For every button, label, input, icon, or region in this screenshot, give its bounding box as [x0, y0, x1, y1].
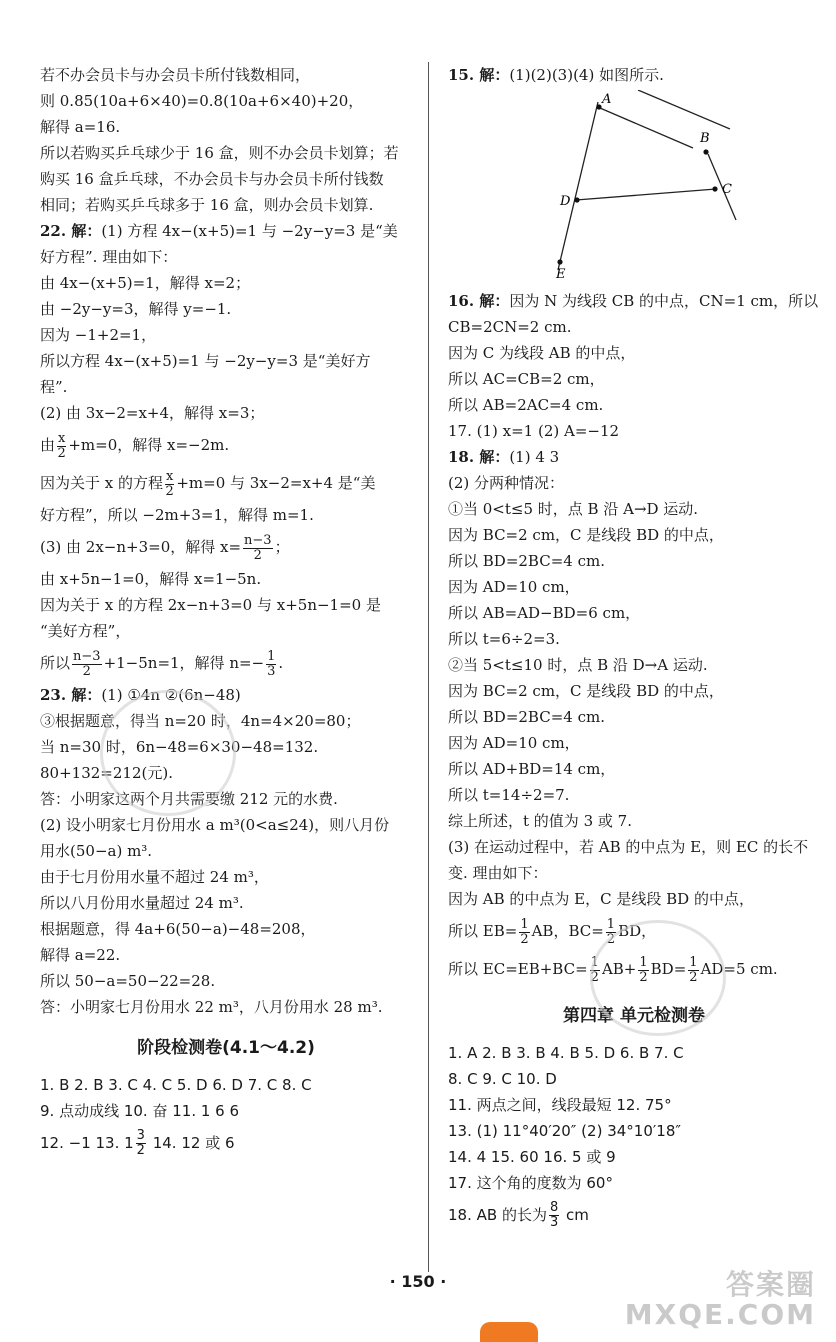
text-line: (2) 分两种情况： [448, 474, 565, 492]
numerator: 1 [520, 916, 529, 932]
segment-dc [576, 189, 716, 200]
watermark-text: MXQE.COM [624, 1298, 816, 1331]
text-line: (2) 由 3x−2=x+4，解得 x=3； [40, 404, 265, 422]
denominator: 2 [82, 663, 91, 679]
fraction [165, 470, 174, 499]
text-span: 所以 [40, 654, 71, 672]
answer-line: 13. (1) 11°40′20″ (2) 34°10′18″ [448, 1122, 681, 1140]
problem-18-line [448, 444, 820, 470]
text-line: 答：小明家七月份用水 22 m³，八月份用水 28 m³. [40, 998, 383, 1016]
text-line: 由于七月份用水量不超过 24 m³， [40, 868, 269, 886]
text-line: 变. 理由如下： [448, 864, 548, 882]
fraction [266, 650, 276, 679]
answer-line: 1. A 2. B 3. B 4. B 5. D 6. B 7. C [448, 1044, 684, 1062]
text-line: 购买 16 盒乒乓球，不办会员卡与办会员卡所付钱数 [40, 170, 384, 188]
numerator: x [58, 430, 66, 446]
text-line: 所以 t=14÷2=7. [448, 786, 570, 804]
numerator: x [166, 468, 174, 484]
text-span: BD= [650, 960, 687, 978]
denominator: 3 [267, 663, 276, 679]
numerator: 3 [136, 1128, 145, 1143]
geometry-diagram [488, 90, 788, 280]
text-line: 所以八月份用水量超过 24 m³. [40, 894, 244, 912]
text-line: 所以若购买乒乓球少于 16 盒，则不办会员卡划算；若 [40, 144, 399, 162]
text-span: +1−5n=1，解得 n=− [103, 654, 265, 672]
problem-number: 18. 解： [448, 448, 510, 466]
text-span: 14. 12 或 6 [147, 1134, 235, 1152]
text-line: ②当 5<t≤10 时，点 B 沿 D→A 运动. [448, 656, 708, 674]
text-span: 18. AB 的长为 [448, 1206, 547, 1224]
problem-15-line [448, 62, 820, 88]
numerator: 1 [590, 954, 599, 970]
text-line: 80+132=212(元). [40, 764, 173, 782]
numerator: 1 [639, 954, 648, 970]
text-line: 用水(50−a) m³. [40, 842, 153, 860]
answer-line: 11. 两点之间，线段最短 12. 75° [448, 1096, 672, 1114]
ray-ab-extension [638, 90, 730, 129]
watermark-stamp [100, 690, 236, 816]
text-span: (1) ①4n ②(6n−48) [101, 686, 241, 704]
ray-ab [600, 108, 693, 148]
text-line: 所以 AB=2AC=4 cm. [448, 396, 604, 414]
point-a [596, 104, 601, 109]
label-d: D [560, 194, 571, 209]
text-line: 所以 AD+BD=14 cm， [448, 760, 616, 778]
denominator: 2 [57, 445, 66, 461]
point-e [557, 259, 562, 264]
fraction-line [40, 644, 412, 682]
text-line: 解得 a=22. [40, 946, 121, 964]
label-b: B [700, 131, 710, 146]
text-span: ； [274, 538, 290, 556]
text-span: AB，BC= [531, 922, 604, 940]
text-line: CB=2CN=2 cm. [448, 318, 572, 336]
text-line: 根据题意，得 4a+6(50−a)−48=208， [40, 920, 316, 938]
problem-23-line [40, 682, 412, 708]
denominator: 2 [689, 969, 698, 985]
column-divider [428, 62, 429, 1272]
text-line: (2) 设小明家七月份用水 a m³(0<a≤24)，则八月份 [40, 816, 390, 834]
text-span: 所以 EC=EB+BC= [448, 960, 588, 978]
fraction [57, 432, 66, 461]
numerator: n−3 [244, 532, 272, 548]
text-line: (3) 在运动过程中，若 AB 的中点为 E，则 EC 的长不 [448, 838, 809, 856]
text-line: 由 x+5n−1=0，解得 x=1−5n. [40, 570, 262, 588]
text-span: AD=5 cm. [700, 960, 778, 978]
section-title: 第四章 单元检测卷 [563, 1006, 705, 1026]
text-span: 因为 N 为线段 CB 的中点，CN=1 cm，所以 [509, 292, 819, 310]
answer-line: 1. B 2. B 3. C 4. C 5. D 6. D 7. C 8. C [40, 1076, 312, 1094]
fraction-line [40, 464, 412, 502]
text-span: +m=0，解得 x=−2m. [68, 436, 230, 454]
line-ae [558, 102, 598, 270]
text-line: 答：小明家这两个月共需要缴 212 元的水费. [40, 790, 338, 808]
problem-16-line [448, 288, 820, 314]
fraction-line [40, 426, 412, 464]
site-watermark [625, 1270, 816, 1330]
problem-22-line [40, 218, 412, 244]
text-line: 由 −2y−y=3，解得 y=−1. [40, 300, 232, 318]
answer-line: 14. 4 15. 60 16. 5 或 9 [448, 1148, 616, 1166]
answer-line [448, 1196, 820, 1234]
text-span: (1)(2)(3)(4) 如图所示. [509, 66, 664, 84]
text-span: 因为关于 x 的方程 [40, 474, 163, 492]
answer-line: 8. C 9. C 10. D [448, 1070, 557, 1088]
point-d [574, 197, 579, 202]
problem-number: 22. 解： [40, 222, 102, 240]
text-line: 17. (1) x=1 (2) A=−12 [448, 422, 620, 440]
text-span: BD， [618, 922, 657, 940]
text-span: cm [561, 1206, 589, 1224]
fraction [549, 1201, 559, 1230]
denominator: 2 [253, 547, 262, 563]
denominator: 3 [549, 1215, 559, 1230]
text-line: 程”. [40, 378, 68, 396]
text-line: 所以 t=6÷2=3. [448, 630, 560, 648]
fraction [519, 918, 529, 947]
text-line: 则 0.85(10a+6×40)=0.8(10a+6×40)+20， [40, 92, 364, 110]
text-span: . [278, 654, 284, 672]
fraction-line [40, 528, 412, 566]
denominator: 2 [520, 931, 529, 947]
fraction [243, 534, 273, 563]
text-line: 因为 C 为线段 AB 的中点， [448, 344, 636, 362]
text-line: 因为 AD=10 cm， [448, 734, 580, 752]
text-line: 当 n=30 时，6n−48=6×30−48=132. [40, 738, 319, 756]
denominator: 2 [639, 969, 648, 985]
answer-line: 9. 点动成线 10. 奋 11. 1 6 6 [40, 1102, 240, 1120]
text-line: 因为 BC=2 cm，C 是线段 BD 的中点， [448, 526, 724, 544]
answer-line [40, 1124, 412, 1162]
label-c: C [722, 182, 732, 197]
text-line: ①当 0<t≤5 时，点 B 沿 A→D 运动. [448, 500, 699, 518]
text-span: (3) 由 2x−n+3=0，解得 x= [40, 538, 242, 556]
text-line: 若不办会员卡与办会员卡所付钱数相同， [40, 66, 311, 84]
text-line: 好方程”. 理由如下： [40, 248, 178, 266]
text-span: (1) 4 3 [509, 448, 560, 466]
section-title: 阶段检测卷(4.1～4.2) [137, 1038, 315, 1058]
text-line: “美好方程”， [40, 622, 131, 640]
problem-number: 16. 解： [448, 292, 510, 310]
page-number: · 150 · [389, 1272, 447, 1291]
text-line: 所以 AB=AD−BD=6 cm， [448, 604, 641, 622]
text-line: 所以 BD=2BC=4 cm. [448, 708, 605, 726]
numerator: 1 [606, 916, 616, 932]
numerator: 1 [267, 648, 276, 664]
answer-line: 17. 这个角的度数为 60° [448, 1174, 613, 1192]
point-b [703, 149, 708, 154]
text-line: 因为 −1+2=1， [40, 326, 157, 344]
text-span: 由 [40, 436, 56, 454]
text-line: 解得 a=16. [40, 118, 121, 136]
text-line: 所以 BD=2BC=4 cm. [448, 552, 605, 570]
denominator: 2 [165, 483, 174, 499]
label-a: A [602, 92, 612, 107]
fraction [136, 1129, 146, 1158]
fraction [72, 650, 102, 679]
text-span: 12. −1 13. 1 [40, 1134, 134, 1152]
watermark-stamp [590, 916, 726, 1036]
left-column [40, 62, 412, 1162]
label-e: E [556, 267, 566, 280]
text-span: +m=0 与 3x−2=x+4 是“美 [176, 474, 376, 492]
text-line: ③根据题意，得当 n=20 时，4n=4×20=80； [40, 712, 361, 730]
text-span: AB+ [601, 960, 637, 978]
right-column [448, 62, 820, 1234]
text-line: 所以 AC=CB=2 cm， [448, 370, 605, 388]
text-line: 因为 BC=2 cm，C 是线段 BD 的中点， [448, 682, 724, 700]
text-line: 综上所述，t 的值为 3 或 7. [448, 812, 632, 830]
problem-number: 23. 解： [40, 686, 102, 704]
denominator: 2 [590, 969, 599, 985]
text-line: 相同；若购买乒乓球多于 16 盒，则办会员卡划算. [40, 196, 374, 214]
text-line: 因为 AB 的中点为 E，C 是线段 BD 的中点， [448, 890, 754, 908]
denominator: 2 [136, 1143, 145, 1158]
orange-tab-marker [480, 1322, 538, 1342]
text-line: 所以 50−a=50−22=28. [40, 972, 216, 990]
numerator: 8 [549, 1200, 559, 1215]
denominator: 2 [606, 931, 616, 947]
watermark-text: 答案圈 [725, 1268, 816, 1301]
text-line: 好方程”，所以 −2m+3=1，解得 m=1. [40, 506, 314, 524]
text-line: 因为关于 x 的方程 2x−n+3=0 与 x+5n−1=0 是 [40, 596, 381, 614]
text-span: 所以 EB= [448, 922, 518, 940]
text-line: 所以方程 4x−(x+5)=1 与 −2y−y=3 是“美好方 [40, 352, 371, 370]
text-line: 由 4x−(x+5)=1，解得 x=2； [40, 274, 251, 292]
numerator: 1 [689, 954, 698, 970]
problem-number: 15. 解： [448, 66, 510, 84]
point-c [712, 186, 717, 191]
text-span: (1) 方程 4x−(x+5)=1 与 −2y−y=3 是“美 [101, 222, 398, 240]
numerator: n−3 [73, 648, 101, 664]
text-line: 因为 AD=10 cm， [448, 578, 580, 596]
